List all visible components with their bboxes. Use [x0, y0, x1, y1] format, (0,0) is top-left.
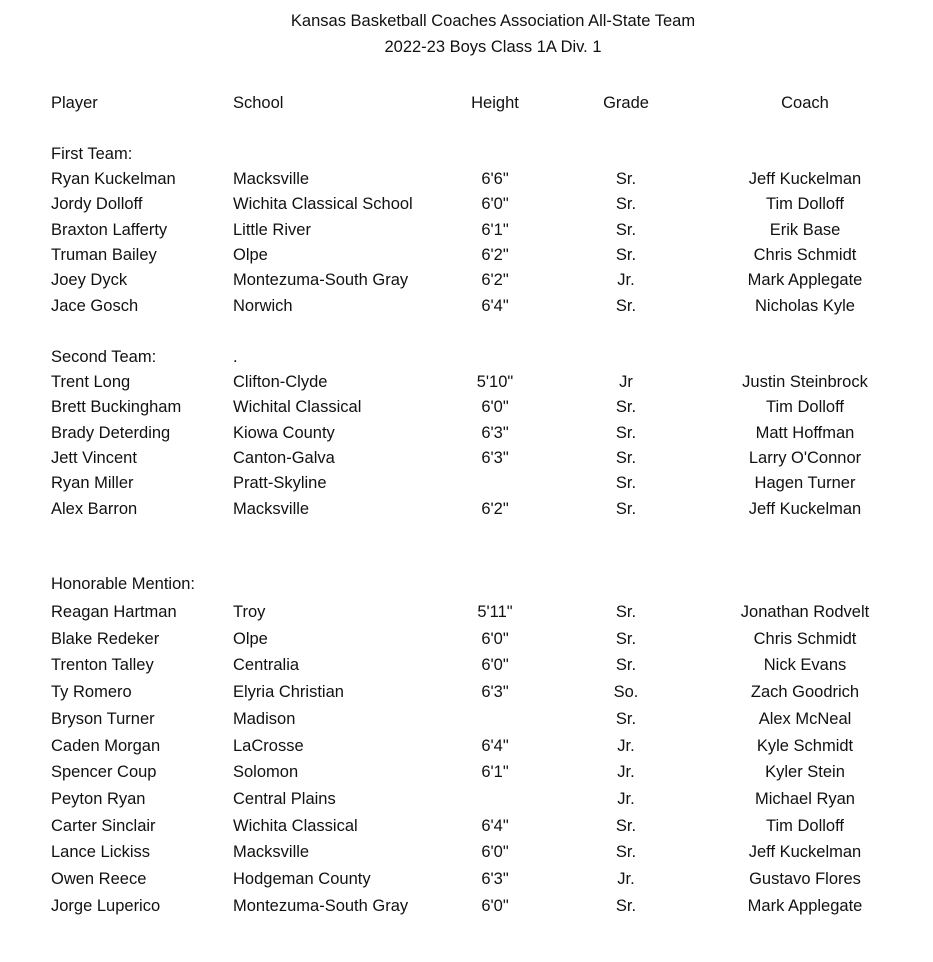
- cell-grade: Sr.: [615, 897, 637, 915]
- cell-coach: Nicholas Kyle: [755, 297, 855, 315]
- header-grade: Grade: [603, 94, 649, 112]
- cell-height: 6'0": [481, 656, 509, 674]
- cell-height: 6'1": [481, 221, 509, 239]
- cell-coach: Kyler Stein: [765, 763, 845, 781]
- cell-player: Lance Lickiss: [51, 843, 151, 861]
- cell-grade: Jr.: [617, 737, 635, 755]
- cell-player: Joey Dyck: [51, 271, 128, 289]
- cell-grade: Jr.: [617, 870, 635, 888]
- cell-grade: Sr.: [615, 297, 637, 315]
- cell-grade: Jr: [619, 373, 633, 391]
- cell-player: Spencer Coup: [51, 763, 157, 781]
- cell-player: Trenton Talley: [51, 656, 154, 674]
- cell-player: Carter Sinclair: [51, 817, 156, 835]
- cell-player: Brett Buckingham: [51, 398, 182, 416]
- cell-coach: Kyle Schmidt: [756, 737, 854, 755]
- cell-school: Centralia: [233, 656, 300, 674]
- cell-grade: So.: [613, 683, 639, 701]
- cell-coach: Nick Evans: [763, 656, 847, 674]
- cell-grade: Sr.: [615, 424, 637, 442]
- cell-grade: Sr.: [615, 195, 637, 213]
- cell-grade: Jr.: [617, 271, 635, 289]
- cell-school: Wichital Classical: [233, 398, 362, 416]
- header-player: Player: [51, 94, 98, 112]
- cell-school: Hodgeman County: [233, 870, 371, 888]
- cell-grade: Sr.: [615, 630, 637, 648]
- cell-height: 6'2": [481, 500, 509, 518]
- cell-coach: Jeff Kuckelman: [748, 843, 862, 861]
- cell-player: Ryan Miller: [51, 474, 134, 492]
- cell-coach: Tim Dolloff: [766, 398, 844, 416]
- cell-grade: Sr.: [615, 449, 637, 467]
- cell-coach: Jonathan Rodvelt: [740, 603, 870, 621]
- cell-grade: Sr.: [615, 843, 637, 861]
- cell-height: 6'0": [481, 843, 509, 861]
- cell-height: 6'3": [481, 449, 509, 467]
- cell-player: Peyton Ryan: [51, 790, 146, 808]
- cell-grade: Sr.: [615, 656, 637, 674]
- cell-school: Elyria Christian: [233, 683, 344, 701]
- cell-coach: Alex McNeal: [758, 710, 852, 728]
- cell-grade: Sr.: [615, 817, 637, 835]
- second-team-label: Second Team:: [51, 348, 157, 366]
- cell-player: Bryson Turner: [51, 710, 155, 728]
- cell-height: 6'2": [481, 271, 509, 289]
- cell-player: Truman Bailey: [51, 246, 157, 264]
- cell-player: Blake Redeker: [51, 630, 160, 648]
- first-team-label: First Team:: [51, 145, 133, 163]
- cell-coach: Hagen Turner: [754, 474, 856, 492]
- cell-coach: Chris Schmidt: [753, 630, 857, 648]
- cell-grade: Sr.: [615, 221, 637, 239]
- cell-school: Norwich: [233, 297, 293, 315]
- cell-grade: Sr.: [615, 170, 637, 188]
- cell-player: Jace Gosch: [51, 297, 139, 315]
- cell-school: Madison: [233, 710, 296, 728]
- header-school: School: [233, 94, 284, 112]
- cell-grade: Jr.: [617, 790, 635, 808]
- cell-height: 6'4": [481, 817, 509, 835]
- cell-coach: Gustavo Flores: [749, 870, 861, 888]
- cell-player: Brady Deterding: [51, 424, 171, 442]
- cell-player: Owen Reece: [51, 870, 147, 888]
- cell-player: Jorge Luperico: [51, 897, 161, 915]
- cell-school: Canton-Galva: [233, 449, 335, 467]
- cell-school: Montezuma-South Gray: [233, 271, 409, 289]
- cell-school: Troy: [233, 603, 266, 621]
- cell-player: Ryan Kuckelman: [51, 170, 176, 188]
- cell-school: Little River: [233, 221, 311, 239]
- honorable-mention-label: Honorable Mention:: [51, 575, 196, 593]
- cell-height: 5'10": [476, 373, 514, 391]
- cell-height: 6'0": [481, 195, 509, 213]
- cell-grade: Sr.: [615, 474, 637, 492]
- cell-coach: Tim Dolloff: [766, 817, 844, 835]
- cell-school: Macksville: [233, 500, 310, 518]
- cell-school: Clifton-Clyde: [233, 373, 328, 391]
- cell-coach: Erik Base: [769, 221, 841, 239]
- cell-grade: Sr.: [615, 398, 637, 416]
- cell-coach: Jeff Kuckelman: [748, 170, 862, 188]
- cell-grade: Sr.: [615, 246, 637, 264]
- stray-mark: .: [233, 348, 238, 366]
- header-coach: Coach: [781, 94, 829, 112]
- cell-height: 6'0": [481, 398, 509, 416]
- cell-coach: Mark Applegate: [747, 271, 863, 289]
- cell-height: 6'0": [481, 897, 509, 915]
- cell-player: Trent Long: [51, 373, 131, 391]
- cell-coach: Justin Steinbrock: [742, 373, 868, 391]
- cell-player: Braxton Lafferty: [51, 221, 168, 239]
- cell-coach: Mark Applegate: [747, 897, 863, 915]
- cell-coach: Matt Hoffman: [755, 424, 855, 442]
- cell-height: 6'6": [481, 170, 509, 188]
- document-subtitle: 2022-23 Boys Class 1A Div. 1: [384, 38, 602, 56]
- cell-grade: Sr.: [615, 500, 637, 518]
- cell-coach: Tim Dolloff: [766, 195, 844, 213]
- cell-school: Central Plains: [233, 790, 336, 808]
- cell-coach: Chris Schmidt: [753, 246, 857, 264]
- cell-grade: Sr.: [615, 603, 637, 621]
- cell-school: Olpe: [233, 630, 268, 648]
- cell-height: 5'11": [477, 603, 513, 621]
- cell-school: Macksville: [233, 843, 310, 861]
- cell-school: Solomon: [233, 763, 299, 781]
- cell-height: 6'3": [481, 424, 509, 442]
- header-height: Height: [471, 94, 519, 112]
- cell-player: Reagan Hartman: [51, 603, 177, 621]
- cell-coach: Larry O'Connor: [748, 449, 862, 467]
- cell-school: Wichita Classical School: [233, 195, 413, 213]
- cell-school: LaCrosse: [233, 737, 304, 755]
- cell-coach: Zach Goodrich: [750, 683, 860, 701]
- cell-player: Jett Vincent: [51, 449, 137, 467]
- cell-player: Alex Barron: [51, 500, 138, 518]
- cell-height: 6'2": [481, 246, 509, 264]
- cell-grade: Jr.: [617, 763, 635, 781]
- document-title: Kansas Basketball Coaches Association All-State Team: [290, 12, 696, 30]
- cell-height: 6'3": [481, 683, 509, 701]
- cell-height: 6'3": [481, 870, 509, 888]
- cell-player: Jordy Dolloff: [51, 195, 143, 213]
- cell-height: 6'0": [481, 630, 509, 648]
- cell-school: Kiowa County: [233, 424, 335, 442]
- cell-player: Ty Romero: [51, 683, 132, 701]
- cell-school: Olpe: [233, 246, 268, 264]
- cell-school: Wichita Classical: [233, 817, 358, 835]
- cell-school: Macksville: [233, 170, 310, 188]
- cell-height: 6'4": [481, 737, 509, 755]
- cell-grade: Sr.: [615, 710, 637, 728]
- cell-school: Pratt-Skyline: [233, 474, 327, 492]
- cell-height: 6'4": [481, 297, 509, 315]
- cell-height: 6'1": [481, 763, 509, 781]
- cell-school: Montezuma-South Gray: [233, 897, 409, 915]
- cell-player: Caden Morgan: [51, 737, 161, 755]
- cell-coach: Jeff Kuckelman: [748, 500, 862, 518]
- cell-coach: Michael Ryan: [755, 790, 855, 808]
